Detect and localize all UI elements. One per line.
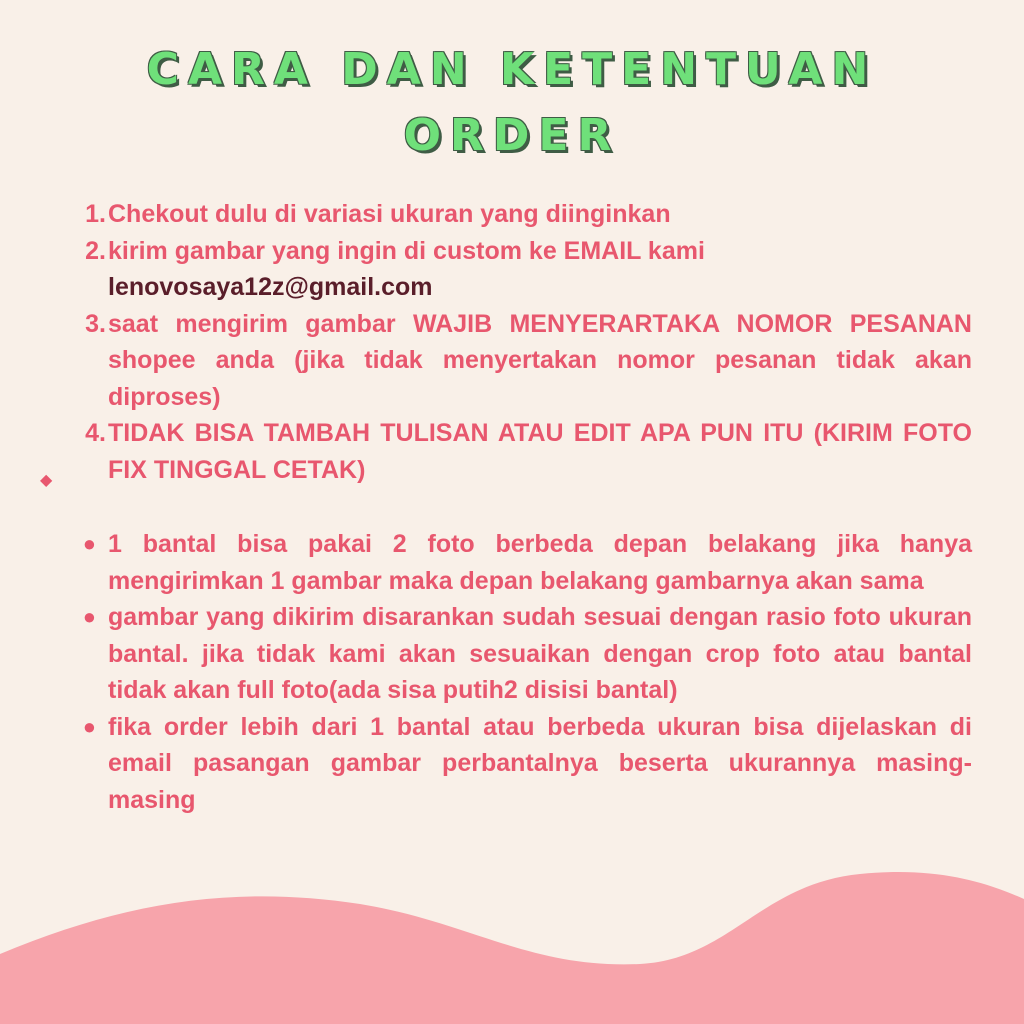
page-title-line-1: CARA DAN KETENTUAN	[146, 44, 878, 95]
order-instructions	[0, 196, 1024, 818]
note-item	[0, 526, 1024, 599]
email-address: lenovosaya12z@gmail.com	[108, 273, 433, 301]
step-number: 4.	[85, 419, 106, 447]
note-text: fika order lebih dari 1 bantal atau berbeda ukuran bisa dijelaskan di email pasangan gambar perbantalnya beserta ukurannya masing-masing	[108, 712, 972, 814]
step-text: saat mengirim gambar WAJIB MENYERARTAKA NOMOR PESANAN shopee anda (jika tidak menyertakan nomor pesanan tidak akan diproses)	[108, 309, 972, 411]
step-item	[0, 415, 1024, 488]
wave-decoration	[0, 864, 1024, 1024]
step-item	[0, 233, 1024, 306]
step-number: 1.	[85, 200, 106, 228]
step-number: 2.	[85, 236, 106, 265]
bullet-icon: ●	[82, 531, 96, 556]
note-text: gambar yang dikirim disarankan sudah sesuai dengan rasio foto ukuran bantal. jika tidak kami akan sesuaikan dengan crop foto atau bantal tidak akan full foto(ada sisa putih2 disisi bantal)	[108, 603, 972, 704]
bullet-icon: ●	[82, 604, 96, 629]
step-text: Chekout dulu di variasi ukuran yang diinginkan	[108, 200, 671, 228]
step-text: TIDAK BISA TAMBAH TULISAN ATAU EDIT APA PUN ITU (KIRIM FOTO FIX TINGGAL CETAK)	[108, 419, 972, 484]
note-item	[0, 599, 1024, 709]
stray-dot-icon: ◆	[40, 472, 53, 489]
bullet-icon: ●	[82, 713, 96, 739]
step-number: 3.	[85, 309, 106, 338]
step-item	[0, 196, 1024, 233]
step-item	[0, 306, 1024, 416]
note-text: 1 bantal bisa pakai 2 foto berbeda depan belakang jika hanya mengirimkan 1 gambar maka depan belakang gambarnya akan sama	[108, 530, 972, 595]
note-item	[0, 709, 1024, 819]
wave-shape	[0, 872, 1024, 1024]
section-gap	[0, 488, 1024, 526]
step-text: kirim gambar yang ingin di custom ke EMAIL kami	[108, 236, 705, 265]
page-title-line-2: ORDER	[403, 110, 621, 161]
